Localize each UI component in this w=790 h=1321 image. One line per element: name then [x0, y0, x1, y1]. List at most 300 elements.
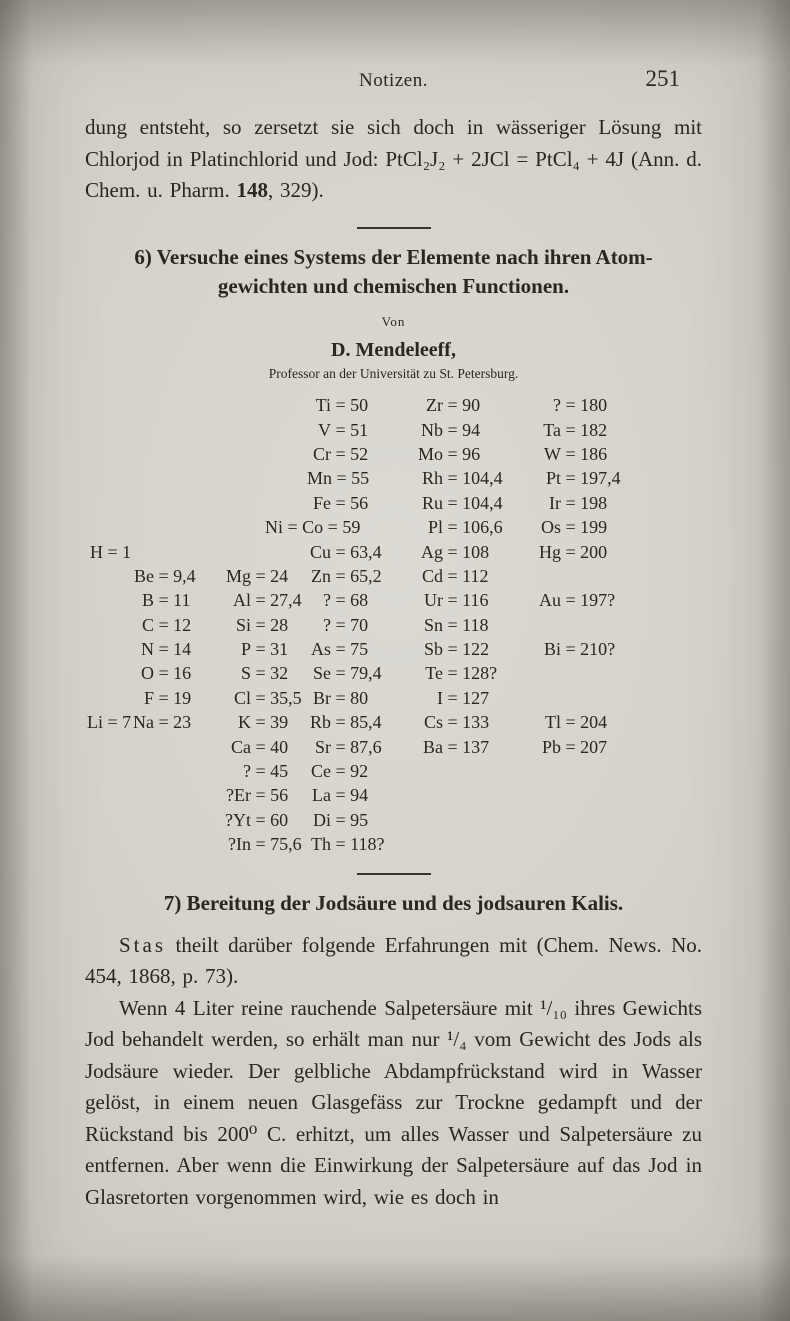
atomic-weight: 56 [350, 492, 369, 513]
section7-paragraph-1 [85, 930, 702, 993]
element-symbol: N [141, 639, 154, 660]
equals-sign: = [251, 785, 271, 806]
equals-sign: = [561, 590, 581, 611]
element-cell [219, 613, 307, 637]
element-symbol: F [143, 687, 154, 708]
text-run: dung entsteht, so zersetzt sie sich doch in wässeriger Lösung mit Chlorjod in Platinchlorid und Jod: PtCl₂J₂ + 2JCl = PtCl₄ + 4J (Ann. d. Chem. u. Pharm. [85, 115, 702, 202]
element-cell [130, 442, 219, 466]
element-symbol: Nb [421, 419, 443, 440]
equals-sign: = [443, 565, 463, 586]
element-symbol: ? [243, 761, 251, 782]
element-cell [130, 686, 219, 710]
section-divider [357, 873, 431, 875]
element-symbol: Li [87, 712, 103, 733]
element-cell [307, 613, 417, 637]
element-symbol: B [141, 590, 154, 611]
equals-sign: = [443, 712, 463, 733]
atomic-weight: 118 [462, 614, 489, 635]
element-entry [130, 712, 191, 733]
element-cell [417, 613, 537, 637]
element-entry [307, 834, 384, 855]
atomic-weight: 128? [462, 663, 498, 684]
element-entry [417, 615, 489, 636]
element-symbol: Cl [233, 687, 251, 708]
equals-sign: = [251, 639, 271, 660]
atomic-weight: 207 [580, 736, 608, 757]
atomic-weight: 90 [462, 395, 481, 416]
element-cell [85, 515, 130, 539]
element-entry [417, 688, 489, 709]
element-row [85, 442, 702, 466]
atomic-weight: 32 [270, 663, 289, 684]
equals-sign: = [561, 443, 581, 464]
atomic-weight: 108 [462, 541, 490, 562]
element-entry [219, 688, 302, 709]
atomic-weight: 104,4 [462, 468, 503, 489]
element-entry [537, 395, 607, 416]
element-cell [307, 467, 417, 491]
element-cell [307, 784, 417, 808]
element-cell [85, 784, 130, 808]
element-cell [307, 833, 417, 857]
section-divider [357, 227, 431, 229]
element-entry [417, 566, 489, 587]
atomic-weight: 106,6 [462, 517, 503, 538]
element-cell [85, 662, 130, 686]
element-entry [130, 688, 191, 709]
element-entry [85, 542, 131, 563]
equals-sign: = [251, 614, 271, 635]
element-symbol: Al [233, 590, 251, 611]
element-entry [417, 444, 480, 465]
element-cell [85, 418, 130, 442]
element-row [85, 637, 702, 661]
element-cell [417, 808, 537, 832]
element-cell [85, 711, 130, 735]
element-cell [219, 418, 307, 442]
element-symbol: Mn [307, 468, 333, 489]
equals-sign: = [251, 590, 271, 611]
atomic-weight: 127 [462, 687, 490, 708]
atomic-weight: 56 [270, 785, 289, 806]
equals-sign: = [331, 809, 351, 830]
running-title: Notizen. [359, 70, 428, 91]
equals-sign: = [331, 443, 351, 464]
element-cell [130, 735, 219, 759]
element-entry [307, 785, 368, 806]
equals-sign: = [443, 395, 463, 416]
element-cell [85, 686, 130, 710]
element-cell [307, 564, 417, 588]
equals-sign: = [331, 541, 351, 562]
element-symbol: Bi [543, 639, 561, 660]
element-cell [417, 662, 537, 686]
element-symbol: Th [311, 834, 331, 855]
element-cell [130, 515, 219, 539]
atomic-weight: 51 [350, 419, 369, 440]
equals-sign: = [154, 639, 174, 660]
element-cell [307, 735, 417, 759]
element-cell [537, 784, 702, 808]
element-symbol: Cu [309, 541, 331, 562]
text-run: Stas [119, 932, 167, 957]
byline-von: Von [381, 313, 406, 329]
atomic-weight: 122 [462, 639, 490, 660]
element-entry [417, 737, 489, 758]
mendeleev-element-table [85, 394, 702, 857]
element-symbol: Hg [539, 541, 561, 562]
element-cell [537, 759, 702, 783]
element-symbol: Rb [309, 712, 331, 733]
equals-sign: = [443, 468, 463, 489]
element-cell [130, 418, 219, 442]
element-entry [537, 517, 607, 538]
element-entry [537, 639, 615, 660]
element-row [85, 808, 702, 832]
element-symbol: Si [235, 614, 251, 635]
element-cell [417, 589, 537, 613]
element-cell [537, 637, 702, 661]
element-cell [130, 540, 219, 564]
atomic-weight: 204 [580, 712, 608, 733]
element-symbol: Mo [417, 443, 443, 464]
element-cell [219, 394, 307, 418]
element-cell [130, 759, 219, 783]
element-entry [307, 590, 368, 611]
element-entry [537, 444, 607, 465]
equals-sign: = [331, 761, 351, 782]
element-cell [307, 442, 417, 466]
element-cell [307, 686, 417, 710]
element-cell [537, 711, 702, 735]
element-row [85, 540, 702, 564]
element-entry [417, 493, 503, 514]
atomic-weight: 14 [173, 639, 192, 660]
atomic-weight: 63,4 [350, 541, 382, 562]
equals-sign: = [331, 785, 351, 806]
equals-sign: = [103, 712, 123, 733]
element-entry [417, 395, 480, 416]
equals-sign: = [331, 492, 351, 513]
element-cell [537, 418, 702, 442]
element-symbol: H [90, 541, 103, 562]
element-symbol: Ru [421, 492, 443, 513]
element-entry [219, 834, 302, 855]
element-cell [307, 394, 417, 418]
element-row [85, 662, 702, 686]
element-row [85, 589, 702, 613]
element-symbol: As [310, 639, 331, 660]
equals-sign: = [103, 541, 123, 562]
element-cell [85, 613, 130, 637]
atomic-weight: 1 [122, 541, 132, 562]
atomic-weight: 9,4 [173, 565, 196, 586]
equals-sign: = [331, 663, 351, 684]
element-cell [307, 491, 417, 515]
element-entry [219, 737, 288, 758]
element-cell [130, 589, 219, 613]
element-symbol: W [544, 443, 561, 464]
element-symbol: Pb [541, 736, 561, 757]
element-cell [219, 637, 307, 661]
element-cell [85, 540, 130, 564]
element-cell [417, 442, 537, 466]
atomic-weight: 16 [173, 663, 192, 684]
element-cell [537, 515, 702, 539]
section7-heading: 7) Bereitung der Jodsäure und des jodsauren Kalis. [163, 890, 624, 915]
atomic-weight: 182 [580, 419, 608, 440]
text-run: Wenn 4 Liter reine rauchende Salpetersäure mit ¹/₁₀ ihres Gewichts Jod behandelt werden, so erhält man nur ¹/₄ vom Gewicht des Jods als Jodsäure wieder. Der gelbliche Abdampfrückstand wird in Wasser gelöst, in einem neuen Glasgefäss zur Trockne gedampft und der Rückstand bis 200⁰ C. erhitzt, um alles Wasser und Salpetersäure zu entfernen. Aber wenn die Einwirkung der Salpetersäure auf das Jod in Glasretorten vorgenommen wird, wie es doch in [85, 995, 702, 1209]
element-entry [537, 493, 607, 514]
element-symbol: Ur [424, 590, 443, 611]
equals-sign: = [331, 834, 351, 855]
equals-sign: = [251, 809, 271, 830]
element-symbol: Ni = Co [265, 517, 324, 538]
atomic-weight: 55 [351, 468, 370, 489]
page-content [85, 66, 702, 1213]
element-symbol: Br [313, 687, 331, 708]
equals-sign: = [443, 663, 463, 684]
atomic-weight: 137 [462, 736, 490, 757]
element-cell [417, 467, 537, 491]
element-cell [219, 442, 307, 466]
equals-sign: = [331, 590, 351, 611]
element-cell [307, 662, 417, 686]
equals-sign: = [443, 687, 463, 708]
element-cell [417, 394, 537, 418]
element-entry [130, 663, 191, 684]
element-entry [219, 566, 288, 587]
element-symbol: Se [313, 663, 331, 684]
atomic-weight: 197,4 [580, 468, 621, 489]
element-symbol: I [437, 687, 443, 708]
element-cell [219, 784, 307, 808]
equals-sign: = [331, 712, 351, 733]
element-entry [417, 542, 489, 563]
element-entry [417, 517, 503, 538]
element-symbol: Cs [423, 712, 443, 733]
equals-sign: = [561, 639, 581, 660]
element-symbol: Ba [423, 736, 443, 757]
atomic-weight: 27,4 [270, 590, 302, 611]
atomic-weight: 95 [350, 809, 369, 830]
equals-sign: = [154, 565, 174, 586]
element-symbol: Te [425, 663, 443, 684]
element-entry [219, 615, 288, 636]
equals-sign: = [154, 614, 174, 635]
element-entry [537, 737, 607, 758]
element-cell [417, 686, 537, 710]
element-entry [130, 639, 191, 660]
atomic-weight: 197? [580, 590, 616, 611]
element-cell [219, 467, 307, 491]
element-cell [307, 808, 417, 832]
atomic-weight: 199 [580, 517, 608, 538]
atomic-weight: 112 [462, 565, 489, 586]
equals-sign: = [154, 712, 174, 733]
equals-sign: = [443, 614, 463, 635]
element-row [85, 564, 702, 588]
element-entry [307, 444, 368, 465]
element-cell [85, 394, 130, 418]
element-entry [307, 420, 368, 441]
element-entry [307, 737, 382, 758]
element-entry [130, 590, 191, 611]
equals-sign: = [443, 590, 463, 611]
element-symbol: La [312, 785, 331, 806]
element-cell [417, 759, 537, 783]
element-symbol: ? [553, 395, 561, 416]
element-cell [537, 686, 702, 710]
atomic-weight: 75 [350, 639, 369, 660]
element-cell [307, 711, 417, 735]
element-cell [130, 637, 219, 661]
atomic-weight: 200 [580, 541, 608, 562]
element-cell [85, 564, 130, 588]
element-cell [537, 808, 702, 832]
equals-sign: = [561, 419, 581, 440]
element-entry [307, 810, 368, 831]
element-cell [417, 637, 537, 661]
page-number: 251 [645, 66, 680, 91]
atomic-weight: 65,2 [350, 565, 382, 586]
element-cell [219, 491, 307, 515]
equals-sign: = [154, 663, 174, 684]
page-header [85, 66, 702, 104]
element-entry [307, 493, 368, 514]
atomic-weight: 11 [173, 590, 191, 611]
element-cell [537, 442, 702, 466]
element-symbol: Ce [311, 761, 331, 782]
equals-sign: = [443, 443, 463, 464]
element-symbol: Cr [313, 443, 331, 464]
element-cell [130, 662, 219, 686]
element-cell [219, 808, 307, 832]
element-cell [537, 491, 702, 515]
element-symbol: Pl [427, 517, 443, 538]
atomic-weight: 75,6 [270, 834, 302, 855]
element-row [85, 759, 702, 783]
element-entry [307, 688, 368, 709]
element-entry [219, 810, 288, 831]
equals-sign: = [331, 736, 351, 757]
element-cell [307, 540, 417, 564]
equals-sign: = [443, 736, 463, 757]
element-row [85, 515, 702, 539]
element-symbol: Fe [313, 492, 331, 513]
element-symbol: Di [313, 809, 331, 830]
equals-sign: = [331, 419, 351, 440]
element-symbol: Na [133, 712, 154, 733]
atomic-weight: 70 [350, 614, 369, 635]
element-symbol: Sr [314, 736, 331, 757]
atomic-weight: 85,4 [350, 712, 382, 733]
element-row [85, 613, 702, 637]
element-symbol: ?Er [226, 785, 251, 806]
atomic-weight: 92 [350, 761, 369, 782]
equals-sign: = [251, 663, 271, 684]
atomic-weight: 12 [173, 614, 192, 635]
equals-sign: = [443, 517, 463, 538]
element-cell [85, 759, 130, 783]
atomic-weight: 96 [462, 443, 481, 464]
element-entry [417, 639, 489, 660]
element-entry [219, 663, 288, 684]
atomic-weight: 116 [462, 590, 489, 611]
element-cell [537, 540, 702, 564]
element-cell [130, 613, 219, 637]
equals-sign: = [561, 541, 581, 562]
atomic-weight: 23 [173, 712, 192, 733]
element-cell [417, 540, 537, 564]
atomic-weight: 68 [350, 590, 369, 611]
element-cell [130, 784, 219, 808]
equals-sign: = [443, 541, 463, 562]
element-entry [537, 468, 621, 489]
element-cell [537, 589, 702, 613]
atomic-weight: 210? [580, 639, 616, 660]
element-entry [307, 663, 382, 684]
element-cell [130, 394, 219, 418]
equals-sign: = [561, 736, 581, 757]
equals-sign: = [443, 639, 463, 660]
atomic-weight: 180 [580, 395, 608, 416]
element-symbol: O [141, 663, 154, 684]
equals-sign: = [154, 590, 174, 611]
element-cell [265, 515, 417, 539]
element-cell [219, 735, 307, 759]
element-entry [307, 468, 369, 489]
element-symbol: ? [323, 590, 331, 611]
element-symbol: K [238, 712, 251, 733]
atomic-weight: 45 [270, 761, 289, 782]
atomic-weight: 7 [122, 712, 132, 733]
element-entry [537, 420, 607, 441]
section6-heading-line1: 6) Versuche eines Systems der Elemente nach ihren Atom- [134, 244, 653, 269]
atomic-weight: 35,5 [270, 687, 302, 708]
equals-sign: = [331, 639, 351, 660]
text-run: 148 [236, 178, 268, 202]
element-symbol: Au [539, 590, 561, 611]
atomic-weight: 118? [350, 834, 385, 855]
element-entry [537, 712, 607, 733]
section6-heading [85, 243, 702, 301]
element-entry [307, 566, 382, 587]
equals-sign: = [443, 419, 463, 440]
author-name: D. Mendeleeff, [331, 338, 456, 361]
equals-sign: = [443, 492, 463, 513]
atomic-weight: 52 [350, 443, 369, 464]
element-cell [219, 833, 307, 857]
equals-sign: = [251, 565, 271, 586]
atomic-weight: 133 [462, 712, 490, 733]
atomic-weight: 186 [580, 443, 608, 464]
element-entry [417, 590, 489, 611]
element-cell [85, 808, 130, 832]
element-symbol: Ca [231, 736, 251, 757]
equals-sign: = [323, 517, 343, 538]
element-cell [219, 540, 307, 564]
element-entry [307, 395, 368, 416]
element-cell [85, 589, 130, 613]
element-entry [219, 590, 302, 611]
element-entry [85, 712, 131, 733]
element-symbol: Ti [315, 395, 331, 416]
element-symbol: Be [134, 565, 154, 586]
atomic-weight: 39 [270, 712, 289, 733]
equals-sign: = [561, 517, 581, 538]
equals-sign: = [561, 492, 581, 513]
